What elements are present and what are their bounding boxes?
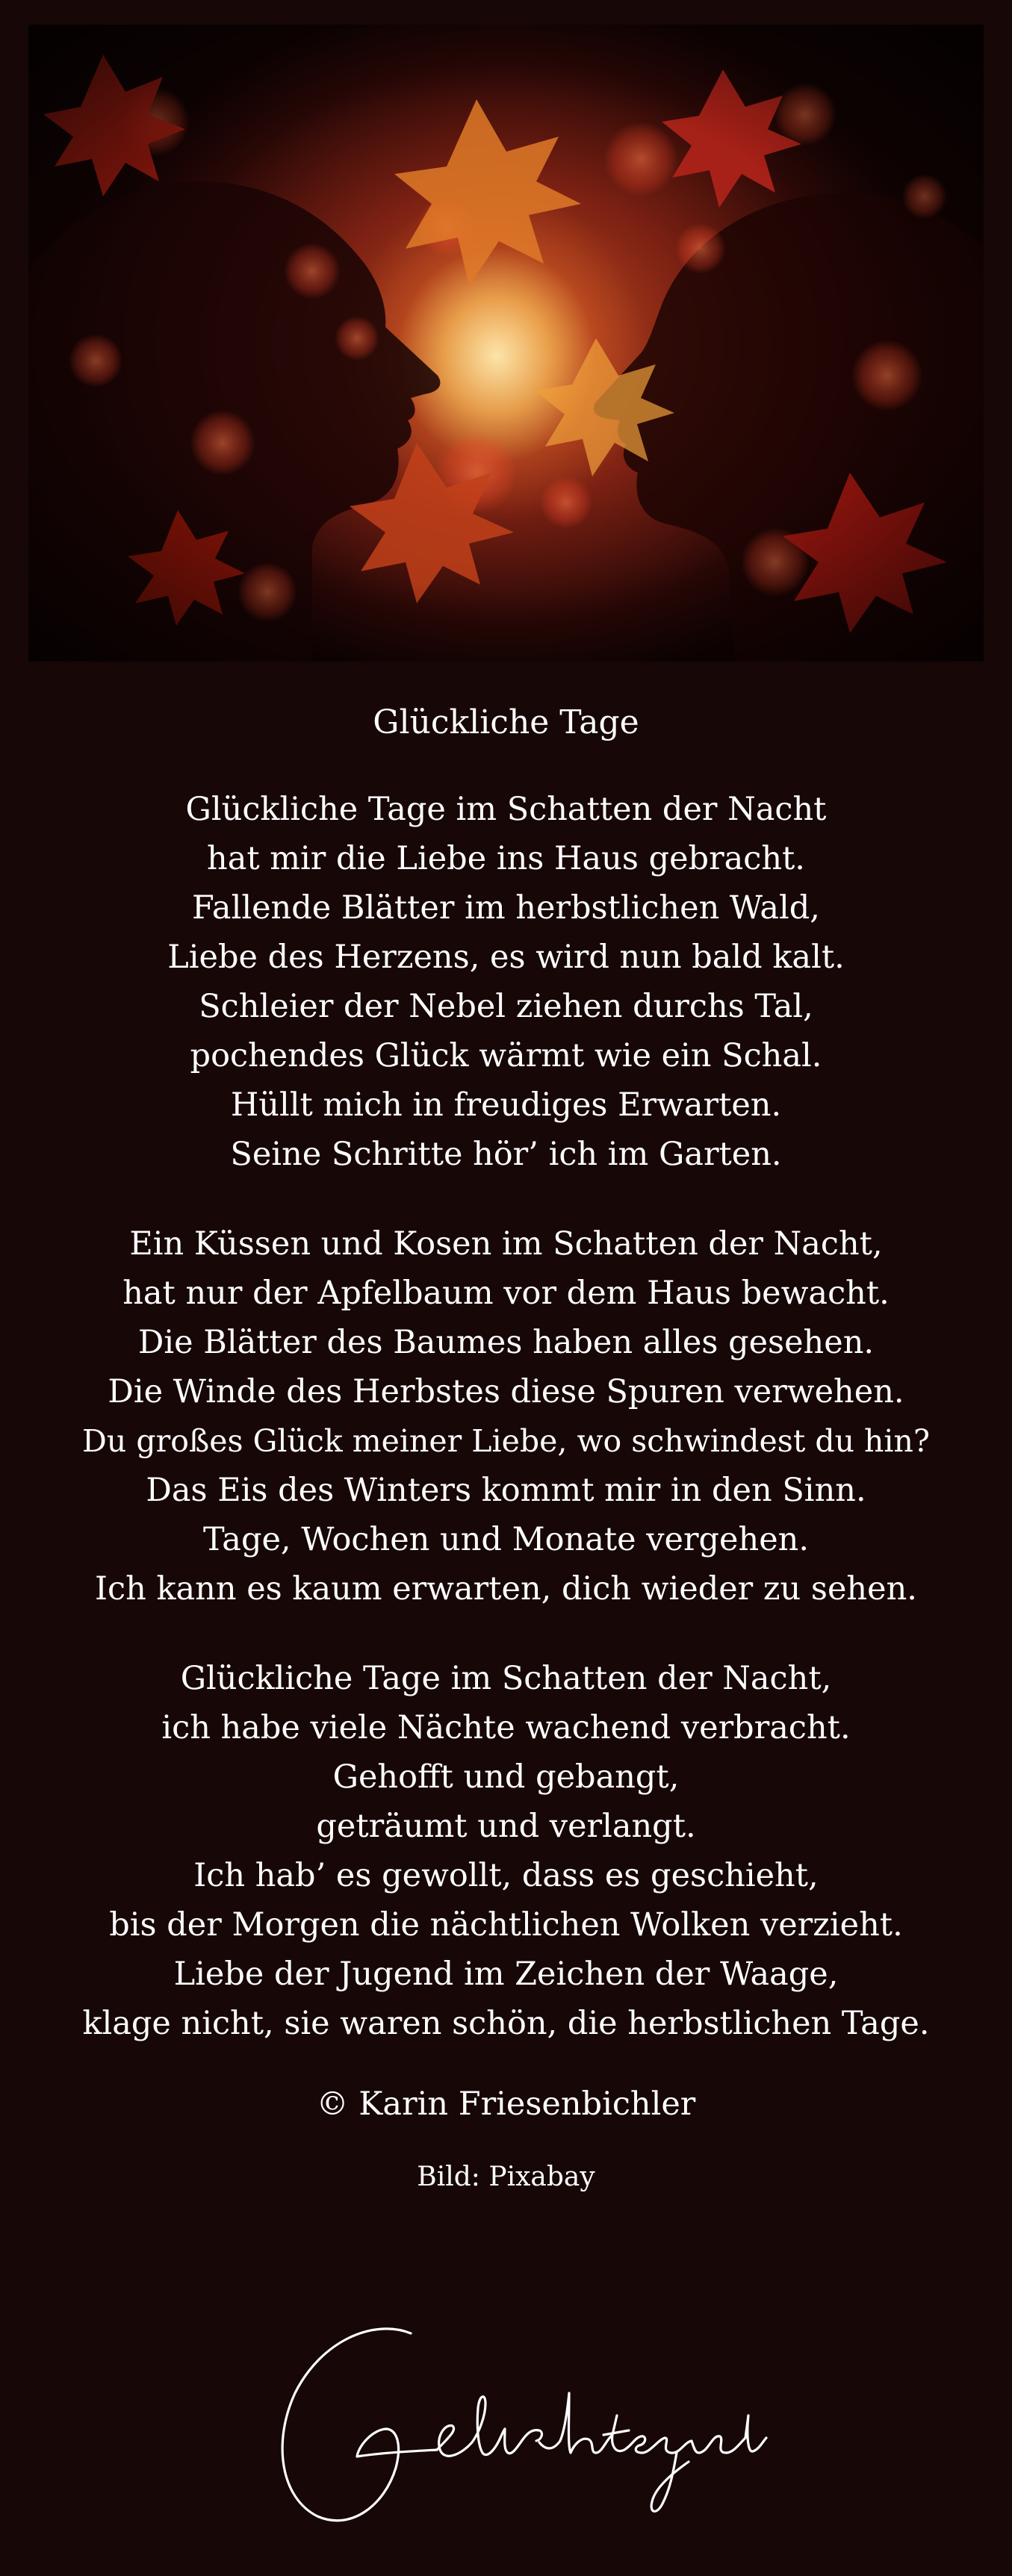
poem-title: Glückliche Tage (373, 703, 639, 741)
poem-line: Schleier der Nebel ziehen durchs Tal, (199, 988, 813, 1025)
poem-line: Hüllt mich in freudiges Erwarten. (230, 1086, 782, 1124)
poem-line: geträumt und verlangt. (316, 1808, 696, 1845)
copyright-notice: © Karin Friesenbichler (316, 2085, 696, 2123)
poem-line: Liebe der Jugend im Zeichen der Waage, (173, 1956, 839, 1993)
poem-line: Ein Küssen und Kosen im Schatten der Nacht, (129, 1225, 883, 1263)
poem-line: Glückliche Tage im Schatten der Nacht (185, 791, 827, 828)
poem-line: Die Blätter des Baumes haben alles gesehen. (137, 1324, 875, 1361)
poem-line: klage nicht, sie waren schön, die herbstlichen Tage. (82, 2005, 930, 2042)
hero-image (28, 25, 984, 662)
poem-line: Liebe des Herzens, es wird nun bald kalt. (167, 939, 845, 976)
gedichtezauber-signature-logo (261, 2303, 769, 2542)
poem-line: Das Eis des Winters kommt mir in den Sinn. (146, 1472, 866, 1509)
poem-line: hat nur der Apfelbaum vor dem Haus bewacht. (122, 1275, 890, 1312)
image-credit: Bild: Pixabay (417, 2162, 595, 2192)
poem-line: Glückliche Tage im Schatten der Nacht, (180, 1660, 832, 1697)
poem-line: Du großes Glück meiner Liebe, wo schwindest du hin? (82, 1423, 930, 1459)
stanza-1 (0, 785, 1012, 1179)
stanza-3 (0, 1654, 1012, 2048)
poem-line: Gehofft und gebangt, (332, 1758, 680, 1796)
poem-line: hat mir die Liebe ins Haus gebracht. (207, 840, 805, 877)
autumn-silhouettes-illustration (28, 25, 984, 662)
poem-line: Ich kann es kaum erwarten, dich wieder zu sehen. (95, 1570, 917, 1608)
poem-line: Ich hab’ es gewollt, dass es geschieht, (193, 1857, 819, 1894)
stanza-2 (0, 1219, 1012, 1614)
poem-line: pochendes Glück wärmt wie ein Schal. (190, 1037, 822, 1074)
poem-line: Die Winde des Herbstes diese Spuren verwehen. (108, 1373, 904, 1410)
poem-line: Fallende Blätter im herbstlichen Wald, (192, 889, 820, 927)
poem-line: Seine Schritte hör’ ich im Garten. (230, 1136, 782, 1173)
poem-line: ich habe viele Nächte wachend verbracht. (161, 1709, 851, 1746)
poem-line: Tage, Wochen und Monate vergehen. (202, 1521, 810, 1558)
poem-line: bis der Morgen die nächtlichen Wolken verzieht. (109, 1906, 903, 1944)
poem (0, 698, 1012, 2196)
